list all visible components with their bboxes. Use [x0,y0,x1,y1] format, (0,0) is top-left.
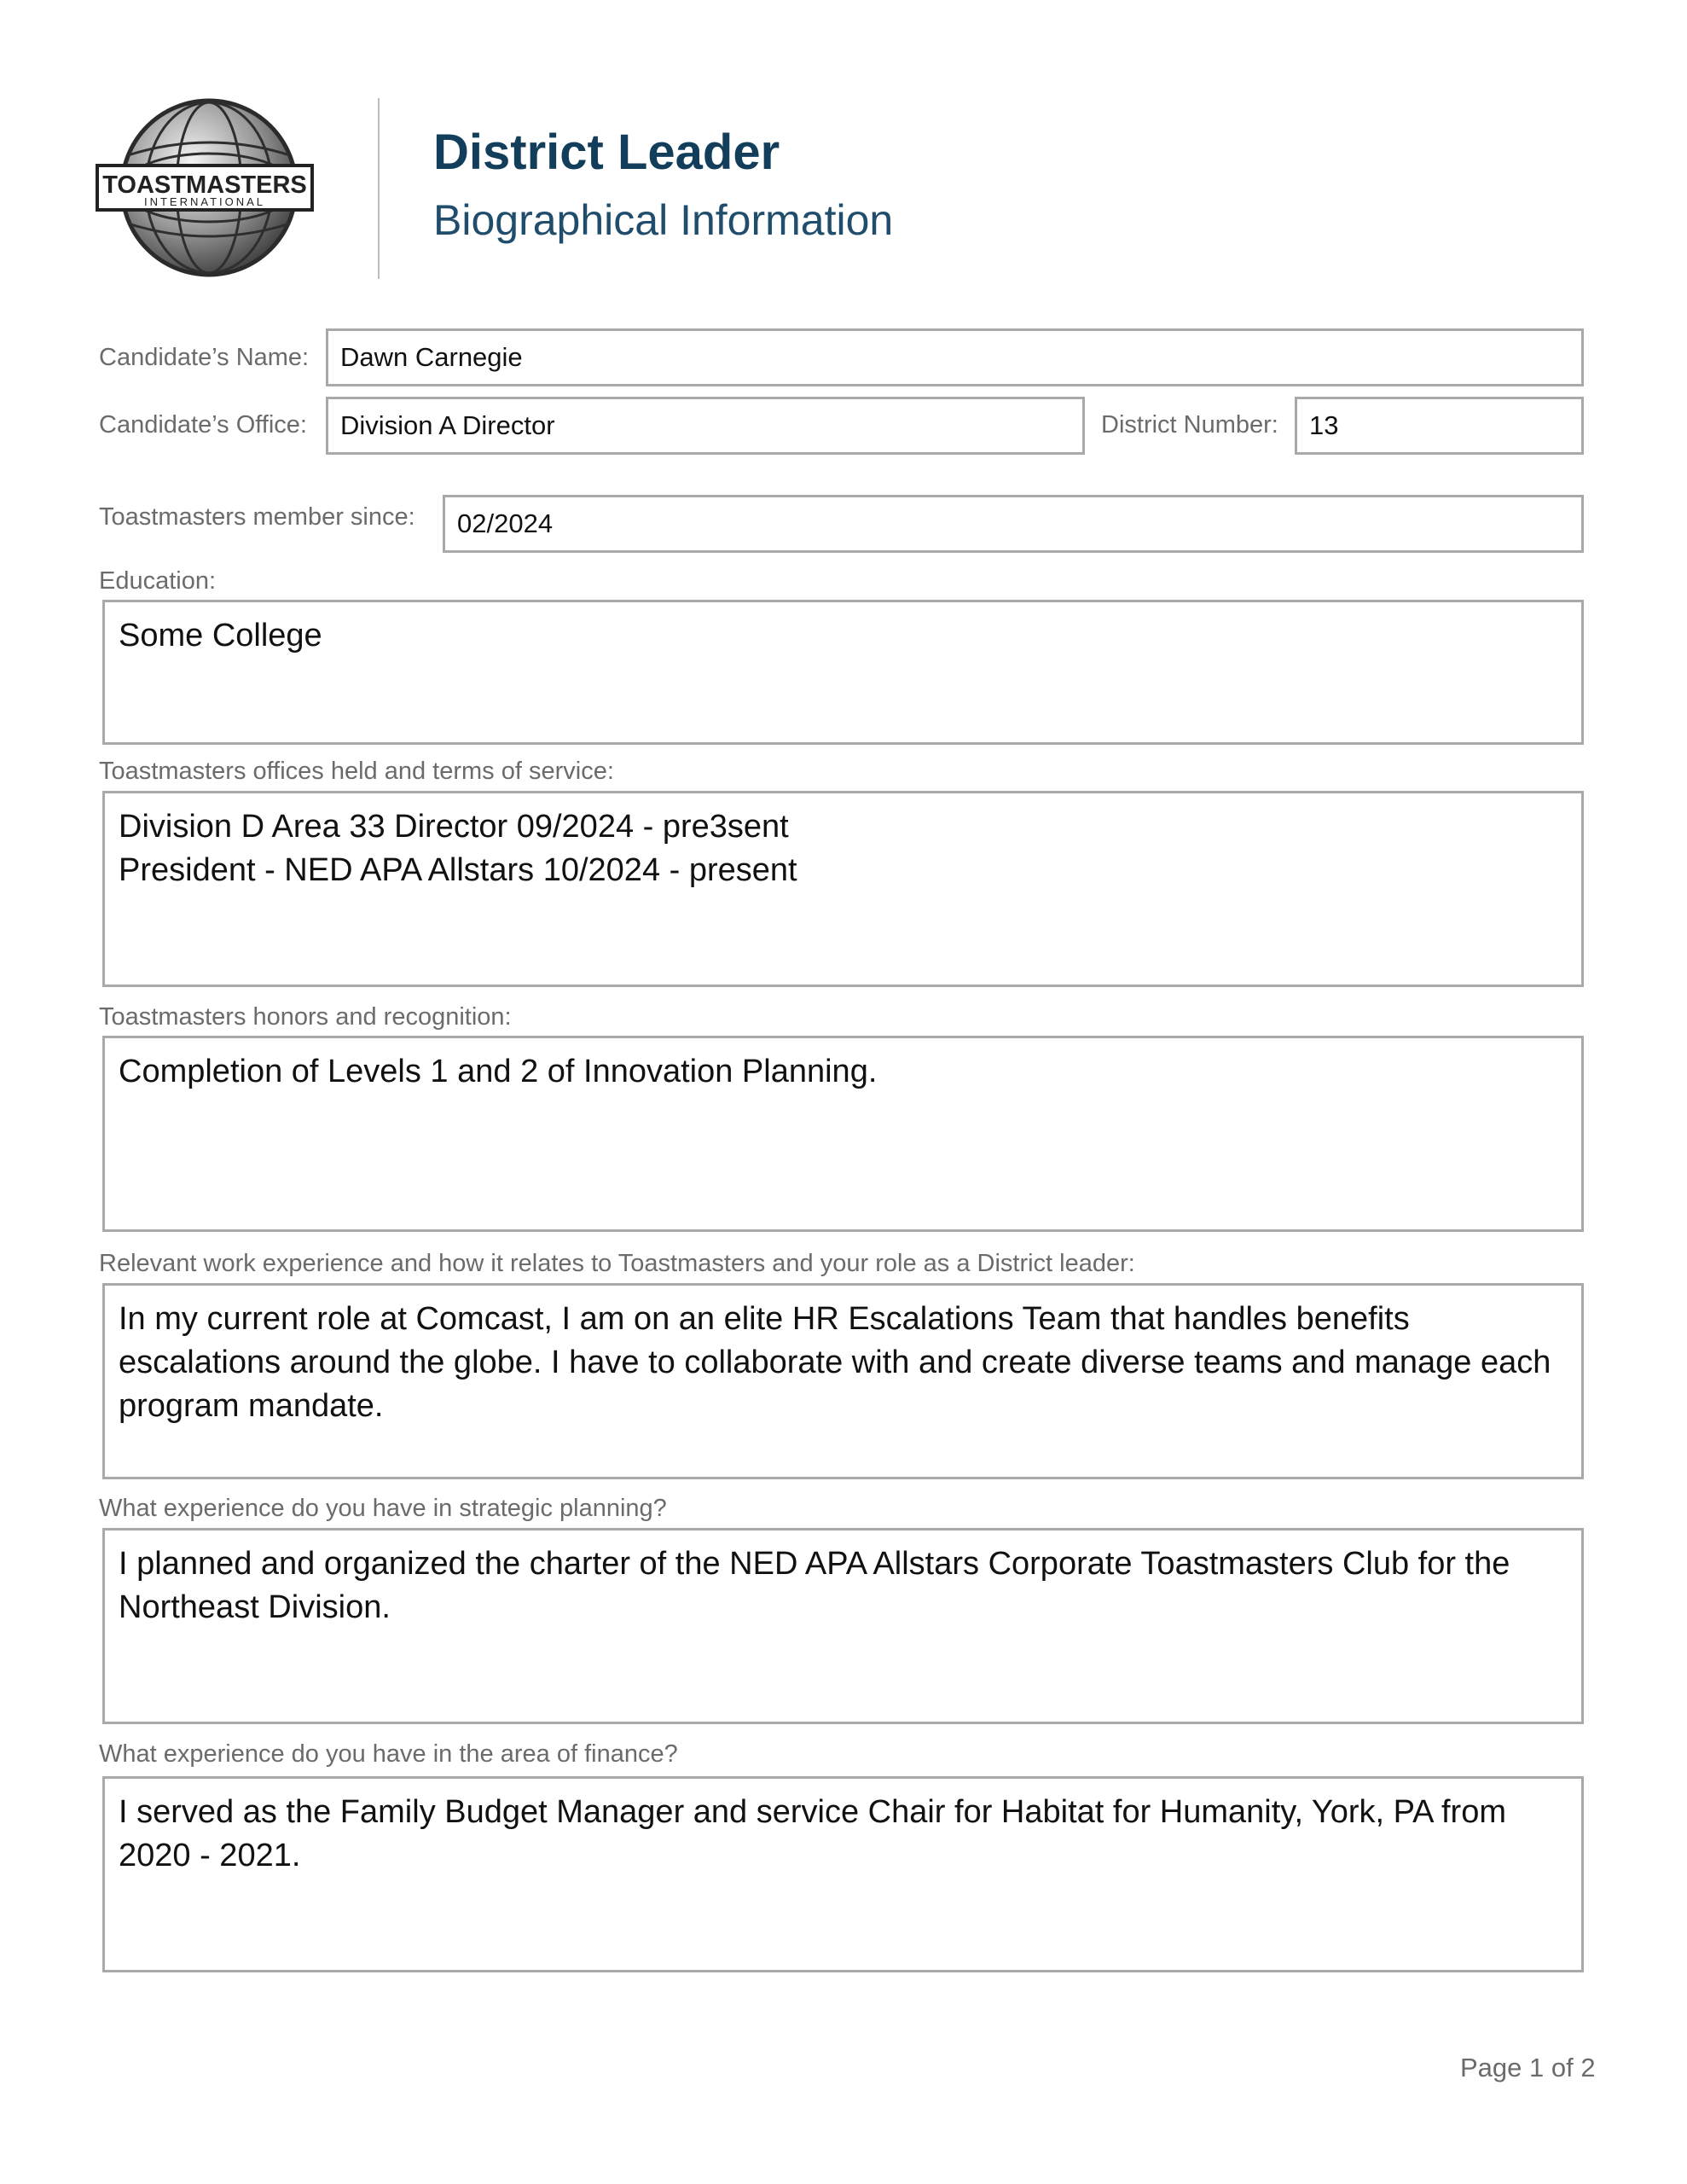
name-field[interactable] [326,328,1584,386]
offices-field[interactable] [102,791,1584,987]
member-since-field[interactable] [443,495,1584,553]
text-line: Northeast Division. [119,1589,391,1625]
text-line: Some College [119,618,322,653]
office-label: Candidate’s Office: [99,411,307,439]
page-subtitle: Biographical Information [433,196,894,244]
district-label: District Number: [1101,411,1278,439]
text-line: program mandate. [119,1388,384,1424]
header-divider [378,98,380,279]
offices-label: Toastmasters offices held and terms of service: [99,758,614,785]
page-title: District Leader [433,125,780,180]
strategic-label: What experience do you have in strategic planning? [99,1495,667,1522]
page-number: Page 1 of 2 [1460,2053,1596,2082]
text-line: 2020 - 2021. [119,1838,301,1873]
text-line: escalations around the globe. I have to collaborate with and create diverse teams and manage each [119,1345,1551,1380]
text-line: Completion of Levels 1 and 2 of Innovation Planning. [119,1054,878,1089]
strategic-value [119,1542,1571,1629]
district-field[interactable] [1295,397,1584,455]
district-value: 13 [1309,410,1339,440]
education-value [119,614,1571,658]
text-line: I served as the Family Budget Manager and service Chair for Habitat for Humanity, York, PA from [119,1794,1506,1830]
name-label: Candidate’s Name: [99,344,310,371]
text-line: Division D Area 33 Director 09/2024 - pre3sent [119,809,789,845]
work-field[interactable] [102,1283,1584,1479]
office-value: Division A Director [340,410,555,440]
strategic-field[interactable] [102,1528,1584,1724]
work-value [119,1298,1571,1428]
work-label: Relevant work experience and how it relates to Toastmasters and your role as a District leader: [99,1250,1135,1277]
text-line: In my current role at Comcast, I am on an elite HR Escalations Team that handles benefits [119,1301,1410,1337]
finance-value [119,1791,1571,1878]
finance-field[interactable] [102,1776,1584,1972]
offices-value [119,805,1571,892]
office-field[interactable] [326,397,1085,455]
honors-label: Toastmasters honors and recognition: [99,1003,512,1031]
finance-label: What experience do you have in the area of finance? [99,1740,678,1768]
name-value: Dawn Carnegie [340,342,523,372]
honors-value [119,1050,1571,1094]
member-since-value: 02/2024 [457,508,554,538]
toastmasters-logo [94,96,316,283]
member-since-label: Toastmasters member since: [99,503,415,531]
honors-field[interactable] [102,1036,1584,1232]
logo-text: TOASTMASTERS [102,171,307,199]
education-label: Education: [99,567,217,595]
text-line: I planned and organized the charter of the NED APA Allstars Corporate Toastmasters Club for the [119,1546,1510,1582]
text-line: President - NED APA Allstars 10/2024 - present [119,852,797,888]
logo-subtext: INTERNATIONAL [143,195,266,208]
education-field[interactable] [102,600,1584,745]
